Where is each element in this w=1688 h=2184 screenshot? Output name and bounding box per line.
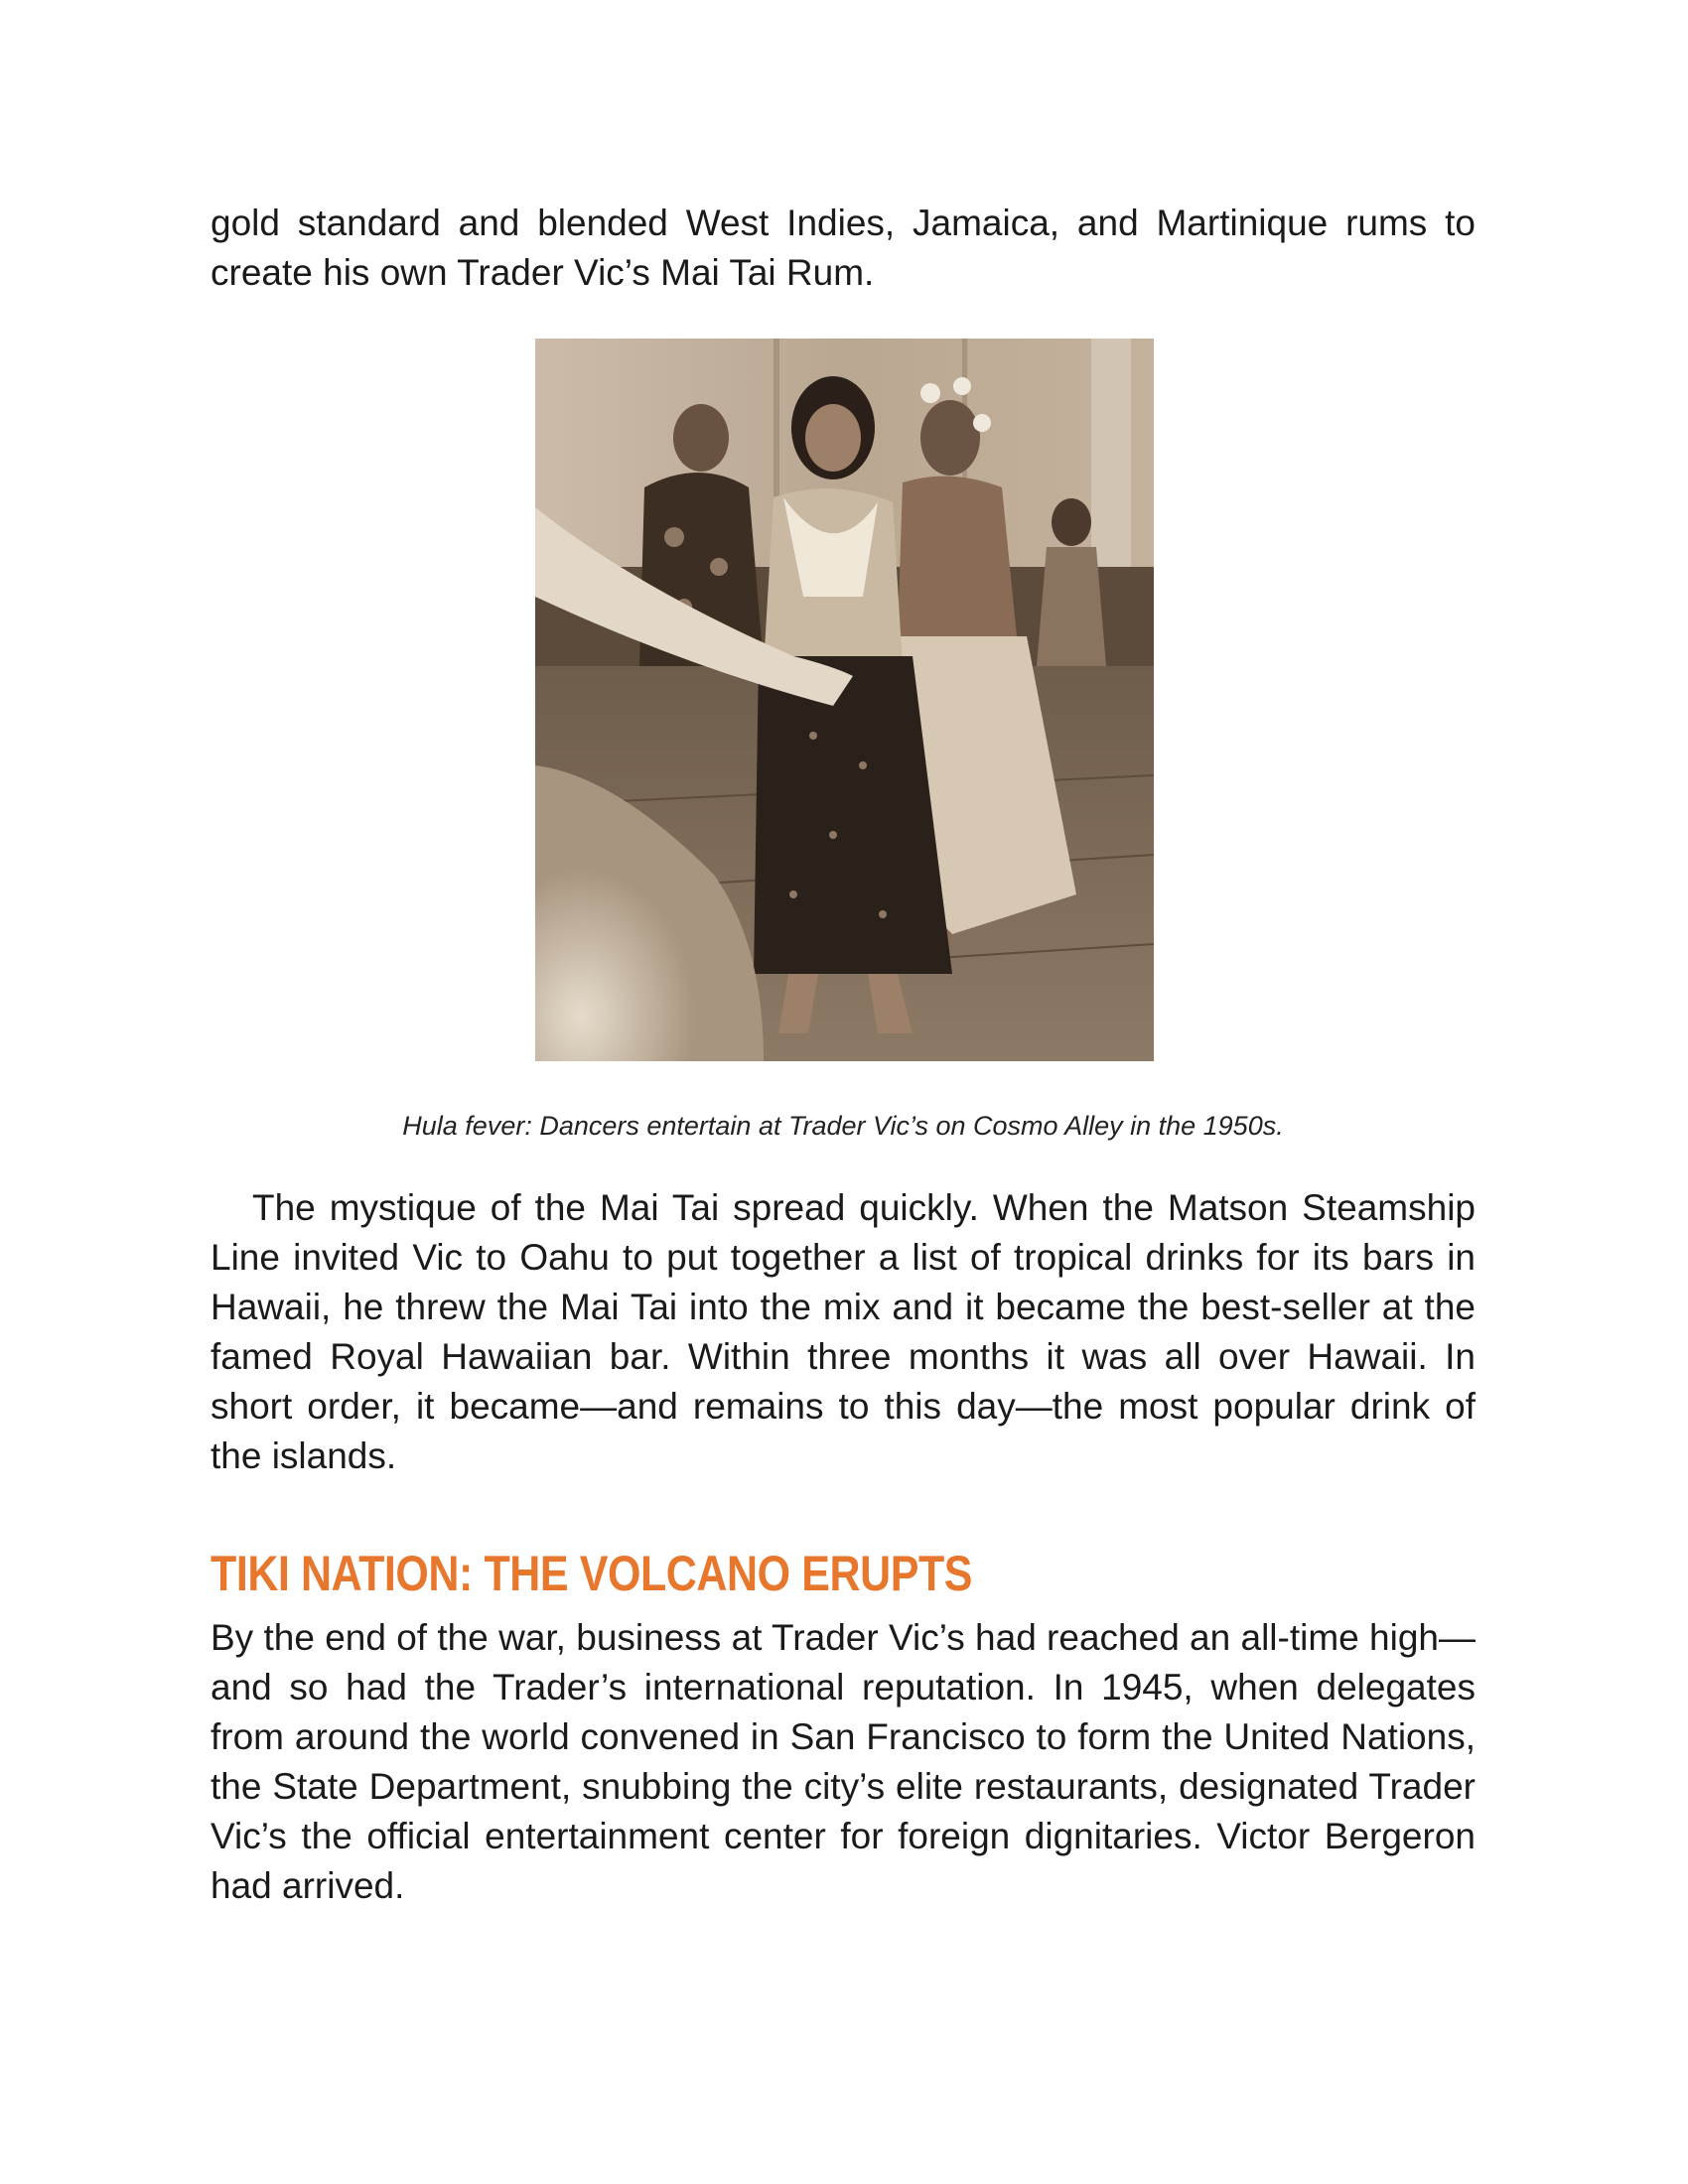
paragraph-tiki-nation: By the end of the war, business at Trader Vic’s had reached an all-time high—and so had the Trader’s international reputation. In 1945, when delegates from around the world convened in San Francisco to form the United Nations, the State Department, snubbing the city’s elite restaurants, designated Trader Vic’s the official entertainment center for foreign dignitaries. Victor Bergeron had arrived. (211, 1617, 1476, 1906)
paragraph-mystique: The mystique of the Mai Tai spread quickly. When the Matson Steamship Line invited Vic to Oahu to put together a list of tropical drinks for its bars in Hawaii, he threw the Mai Tai into the mix and it became the best-seller at the famed Royal Hawaiian bar. Within three months it was all over Hawaii. In short order, it became—and remains to this day—the most popular drink of the islands. (211, 1187, 1476, 1476)
section-heading: TIKI NATION: THE VOLCANO ERUPTS (211, 1546, 973, 1601)
photo-caption: Hula fever: Dancers entertain at Trader Vic’s on Cosmo Alley in the 1950s. (402, 1111, 1284, 1141)
hula-dancers-photo (535, 339, 1154, 1061)
photo-illustration (535, 339, 1154, 1061)
paragraph-intro: gold standard and blended West Indies, Jamaica, and Martinique rums to create his own Trader Vic’s Mai Tai Rum. (211, 203, 1476, 293)
